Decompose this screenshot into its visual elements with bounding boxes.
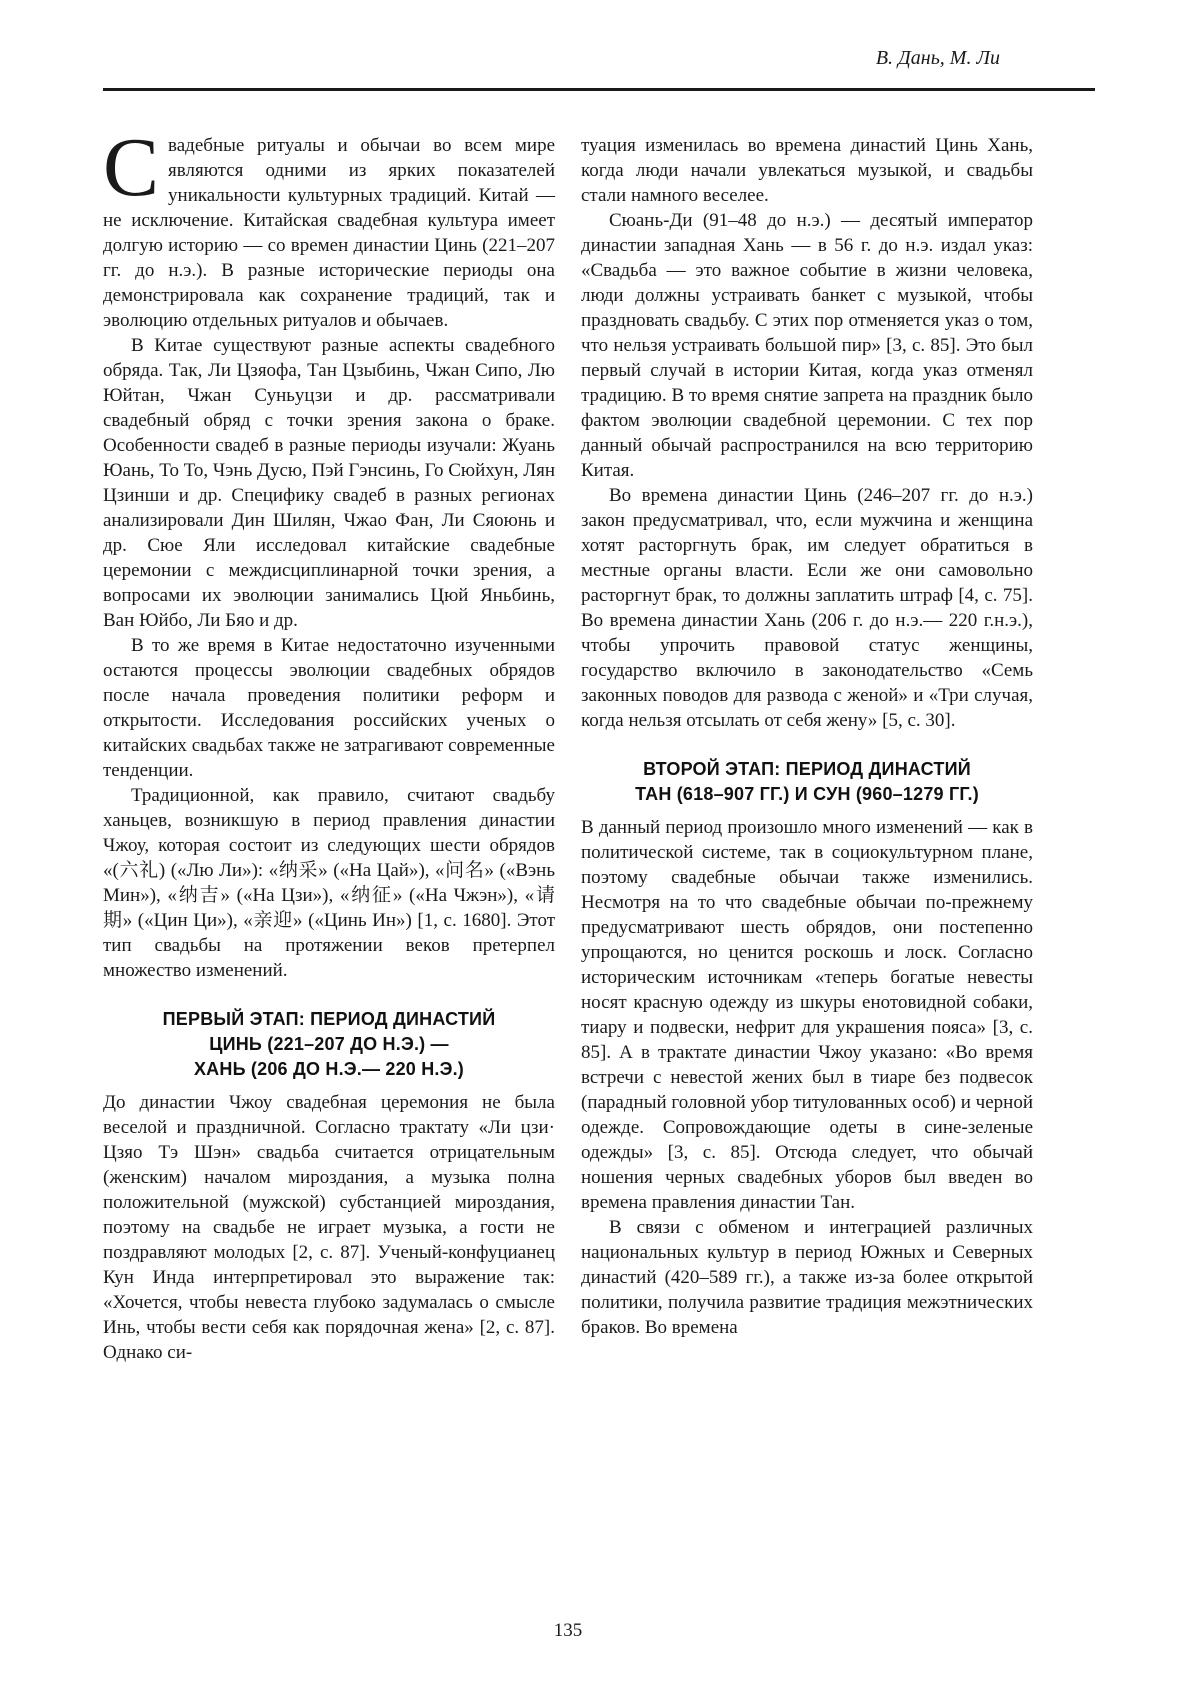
- paragraph-researchers: В Китае существуют разные аспекты свадебного обряда. Так, Ли Цзяофа, Тан Цзыбинь, Чжан Сипо, Лю Юйтан, Чжан Суньуцзи и др. рассматривали свадебный обряд с точки зрения закона о браке. Особенности свадеб в разные периоды изучали: Жуань Юань, То То, Чэнь Дусю, Пэй Гэнсинь, Го Сюйхун, Лян Цзинши и др. Специфику свадеб в разных регионах анализировали Дин Шилян, Чжао Фан, Ли Сяоюнь и др. Сюе Яли исследовал китайские свадебные церемонии с междисциплинарной точки зрения, а вопросами их эволюции занимались Цюй Яньбинь, Ван Юйбо, Ли Бяо и др.: [103, 335, 555, 631]
- paragraph-xuan-di-decree: Сюань-Ди (91–48 до н.э.) — десятый император династии западная Хань — в 56 г. до н.э. издал указ: «Свадьба — это важное событие в жизни человека, люди должны устраивать банкет с музыкой, чтобы праздновать свадьбу. С этих пор отменяется указ о том, что нельзя устраивать большой пир» [3, с. 85]. Это был первый случай в истории Китая, когда указ отменял традицию. В то время снятие запрета на праздник было фактом эволюции свадебной церемонии. С тех пор данный обычай распространился на всю территорию Китая.: [581, 210, 1033, 481]
- section-heading-stage2: ВТОРОЙ ЭТАП: ПЕРИОД ДИНАСТИЙ ТАН (618–907 ГГ.) И СУН (960–1279 ГГ.): [635, 759, 979, 804]
- paragraph-stage1: До династии Чжоу свадебная церемония не была веселой и праздничной. Согласно трактату «Ли цзи· Цзяо Тэ Шэн» свадьба считается отрицательным (женским) началом мироздания, а музыка полна положительной (мужской) субстанцией мироздания, поэтому на свадьбе не играет музыка, а гости не поздравляют молодых [2, с. 87]. Ученый-конфуцианец Кун Инда интерпретировал это выражение так: «Хочется, чтобы невеста глубоко задумалась о смысле Инь, чтобы вести себя как порядочная жена» [2, с. 87]. Однако си-: [103, 1092, 555, 1363]
- paragraph-stage2: В данный период произошло много изменений — как в политической системе, так в социокультурном плане, поэтому свадебные обычаи также изменились. Несмотря на то что свадебные обычаи по-прежнему предусматривают шесть обрядов, они постепенно упрощаются, но ценится роскошь и лоск. Согласно историческим источникам «теперь богатые невесты носят красную одежду из шкуры енотовидной собаки, тиару и подвески, нефрит для украшения пояса» [3, с. 85]. А в трактате династии Чжоу указано: «Во время встречи с невестой жених был в тиаре без подвесок (парадный головной убор титулованных особ) и черной одежде. Сопровождающие одеты в сине-зеленые одежды» [3, с. 85]. Отсюда следует, что обычай ношения черных свадебных уборов был введен во времена правления династии Тан.: [581, 817, 1033, 1213]
- paragraph-intro: [103, 121, 555, 333]
- page-footer: [103, 1618, 1033, 1643]
- left-column: [103, 121, 555, 1365]
- drop-cap: С: [103, 121, 160, 214]
- right-column: [581, 133, 1033, 1365]
- header-rule: [103, 88, 1095, 91]
- paragraph-divorce-law: Во времена династии Цинь (246–207 гг. до н.э.) закон предусматривал, что, если мужчина и женщина хотят расторгнуть брак, им следует обратиться в местные органы власти. Если же они самовольно расторгнут брак, то должны заплатить штраф [4, с. 75]. Во времена династии Хань (206 г. до н.э.— 220 г.н.э.), чтобы упрочить правовой статус женщины, государство включило в законодательство «Семь законных поводов для развода с женой» и «Три случая, когда нельзя отсылать от себя жену» [5, с. 30].: [581, 485, 1033, 731]
- page-number: 135: [553, 1620, 583, 1641]
- article-body: [103, 121, 1033, 1365]
- paragraph-six-rites: Традиционной, как правило, считают свадьбу ханьцев, возникшую в период правления династии Чжоу, которая состоит из следующих шести обрядов «(六礼) («Лю Ли»): «纳采» («На Цай»), «问名» («Вэнь Мин»), «纳吉» («На Цзи»), «纳征» («На Чжэн»), «请期» («Цин Ци»), «亲迎» («Цинь Ин») [1, с. 1680]. Этот тип свадьбы на протяжении веков претерпел множество изменений.: [103, 785, 555, 981]
- section-heading-stage1: ПЕРВЫЙ ЭТАП: ПЕРИОД ДИНАСТИЙ ЦИНЬ (221–207 ДО Н.Э.) — ХАНЬ (206 ДО Н.Э.— 220 Н.Э.): [162, 1009, 496, 1079]
- page-header: [103, 46, 1095, 70]
- paragraph-text: вадебные ритуалы и обычаи во всем мире являются одними из ярких показателей уникальности культурных традиций. Китай — не исключение. Китайская свадебная культура имеет долгую историю — со времен династии Цинь (221–207 гг. до н.э.). В разные исторические периоды она демонстрировала как сохранение традиций, так и эволюцию отдельных ритуалов и обычаев.: [103, 135, 555, 331]
- paragraph-interethnic-marriages: В связи с обменом и интеграцией различных национальных культур в период Южных и Северных династий (420–589 гг.), а также из-за более открытой политики, получила развитие традиция межэтнических браков. Во времена: [581, 1217, 1033, 1338]
- paragraph-continuation: туация изменилась во времена династий Цинь Хань, когда люди начали увлекаться музыкой, и свадьбы стали намного веселее.: [581, 135, 1033, 206]
- authors: В. Дань, М. Ли: [875, 47, 1000, 69]
- paragraph-research-gap: В то же время в Китае недостаточно изученными остаются процессы эволюции свадебных обрядов после начала проведения политики реформ и открытости. Исследования российских ученых о китайских свадьбах также не затрагивают современные тенденции.: [103, 635, 555, 781]
